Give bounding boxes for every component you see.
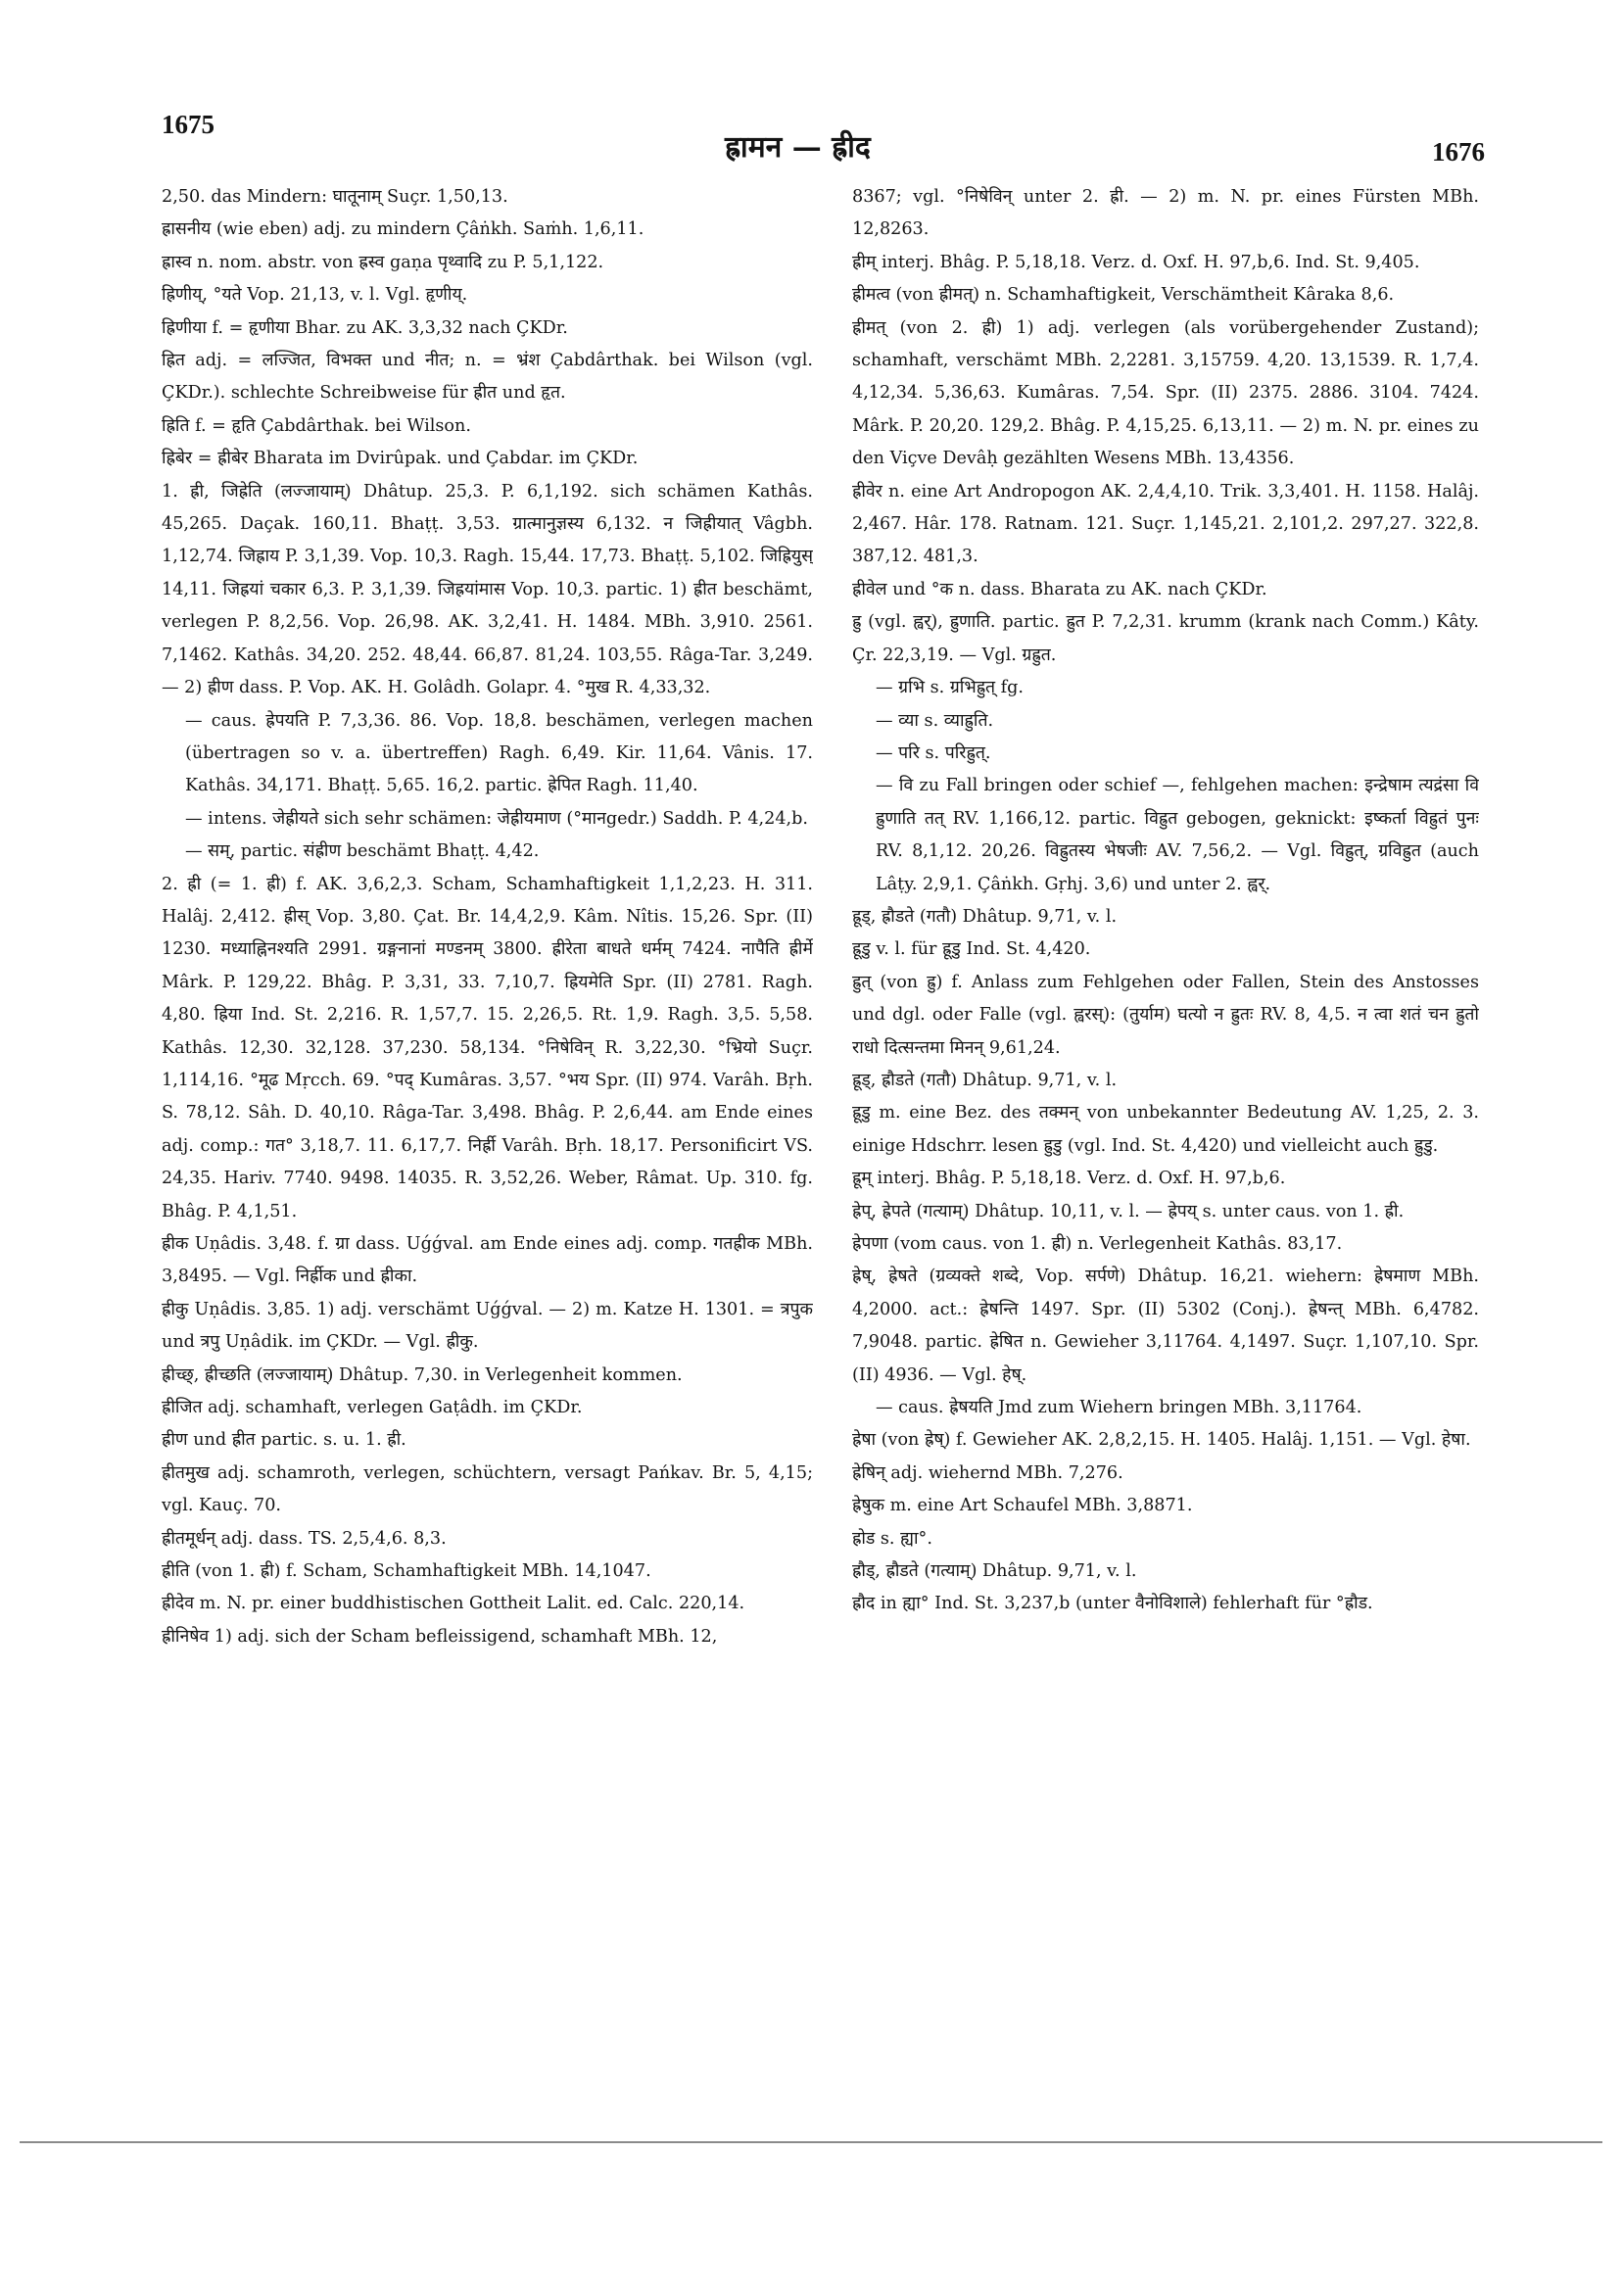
right-column bbox=[852, 181, 1479, 2042]
dictionary-entry: ह्रासनीय (wie eben) adj. zu mindern Çâṅkh. Saṁh. 1,6,11. bbox=[162, 219, 644, 240]
dictionary-entry: ह्रित adj. = लज्जित, विभक्त und नीत; n. = भ्रंश Çabdârthak. bei Wilson (vgl. ÇKDr.). schlechte Schreibweise für ह्रीत und हृत. bbox=[162, 351, 813, 404]
dictionary-entry: — परि s. परिह्रुत्. bbox=[876, 742, 991, 763]
dictionary-entry: ह्रौड्, ह्रौडते (गत्याम्) Dhâtup. 9,71, v. l. bbox=[852, 1561, 1137, 1582]
left-page-number: 1675 bbox=[162, 110, 215, 139]
dictionary-entry: 2. ह्री (= 1. ह्री) f. AK. 3,6,2,3. Scham, Schamhaftigkeit 1,1,2,23. H. 311. Halâj. 2,412. ह्रीस् Vop. 3,80. Çat. Br. 14,4,2,9. Kâm. Nîtis. 15,26. Spr. (II) 1230. मध्याह्निनश्यति 2991. ग्रङ्गनानां मण्डनम् 3800. ह्रीरेता बाधते धर्मम् 7424. नापैति ह्रीर्मे Mârk. P. 129,22. Bhâg. P. 3,31, 33. 7,10,7. ह्रियमेति Spr. (II) 2781. Ragh. 4,80. ह्रिया Ind. St. 2,216. R. 1,57,7. 15. 2,26,5. Rt. 1,9. Ragh. 3,5. 5,58. Kathâs. 12,30. 32,128. 37,230. 58,134. °निषेविन् R. 3,22,30. °भ्रियो Suçr. 1,114,16. °मूढ Mṛcch. 69. °पद् Kumâras. 3,57. °भय Spr. (II) 974. Varâh. Bṛh. S. 78,12. Sâh. D. 40,10. Râga-Tar. 3,498. Bhâg. P. 2,6,44. am Ende eines adj. comp.: गत° 3,18,7. 11. 6,17,7. निर्ह्री Varâh. Bṛh. 18,17. Personificirt VS. 24,35. Hariv. 7740. 9498. 14035. R. 3,52,26. Weber, Râmat. Up. 310. fg. Bhâg. P. 4,1,51. bbox=[162, 874, 813, 1221]
footer-rule bbox=[20, 2141, 1602, 2143]
dictionary-entry: ह्रिति f. = हृति Çabdârthak. bei Wilson. bbox=[162, 415, 471, 436]
dictionary-entry: — ग्रभि s. ग्रभिह्रुत् fg. bbox=[876, 678, 1025, 698]
dictionary-entry: — caus. ह्रेषयति Jmd zum Wiehern bringen MBh. 3,11764. bbox=[876, 1398, 1362, 1418]
dictionary-entry: ह्रोड s. ह्या°. bbox=[852, 1528, 932, 1549]
dictionary-entry: ह्रीदेव m. N. pr. einer buddhistischen Gottheit Lalit. ed. Calc. 220,14. bbox=[162, 1594, 745, 1614]
dictionary-entry: ह्रेषा (von ह्रेष्) f. Gewieher AK. 2,8,2,15. H. 1405. Halâj. 1,151. — Vgl. हेषा. bbox=[852, 1430, 1471, 1451]
dictionary-entry: ह्रिणीय्, °यते Vop. 21,13, v. l. Vgl. हृणीय्. bbox=[162, 285, 468, 306]
dictionary-entry: ह्रीण und ह्रीत partic. s. u. 1. ह्री. bbox=[162, 1430, 406, 1451]
dictionary-entry: 8367; vgl. °निषेविन् unter 2. ह्री. — 2) m. N. pr. eines Fürsten MBh. 12,8263. bbox=[852, 187, 1479, 240]
dictionary-entry: ह्रिबेर = ह्रीबेर Bharata im Dvirûpak. und Çabdar. im ÇKDr. bbox=[162, 449, 639, 469]
dictionary-entry: — intens. जेह्रीयते sich sehr schämen: जेह्रीयमाण (°मानgedr.) Saddh. P. 4,24,b. bbox=[185, 808, 808, 829]
dictionary-entry: ह्रीमत् (von 2. ह्री) 1) adj. verlegen (als vorübergehender Zustand); schamhaft, verschämt MBh. 2,2281. 3,15759. 4,20. 13,1539. R. 1,7,4. 4,12,34. 5,36,63. Kumâras. 7,54. Spr. (II) 2375. 2886. 3104. 7424. Mârk. P. 20,20. 129,2. Bhâg. P. 4,15,25. 6,13,11. — 2) m. N. pr. eines zu den Viçve Devâḥ gezählten Wesens MBh. 13,4356. bbox=[852, 317, 1479, 469]
dictionary-entry: ह्रेष्, ह्रेषते (ग्रव्यक्ते शब्दे, Vop. सर्पणे) Dhâtup. 16,21. wiehern: ह्रेषमाण MBh. 4,2000. act.: ह्रेषन्ति 1497. Spr. (II) 5302 (Conj.). ह्रेषन्त् MBh. 6,4782. 7,9048. partic. ह्रेषित n. Gewieher 3,11764. 4,1497. Suçr. 1,107,10. Spr. (II) 4936. — Vgl. हेष्. bbox=[852, 1267, 1479, 1385]
dictionary-entry: ह्रीनिषेव 1) adj. sich der Scham befleissigend, schamhaft MBh. 12, bbox=[162, 1626, 718, 1647]
dictionary-entry: ह्रीकु Uṇâdis. 3,85. 1) adj. verschämt Uǵǵval. — 2) m. Katze H. 1301. = त्रपुक und त्रपु Uṇâdik. im ÇKDr. — Vgl. ह्रीकु. bbox=[162, 1299, 813, 1353]
right-page-number: 1676 bbox=[1432, 137, 1485, 167]
dictionary-entry: ह्रीजित adj. schamhaft, verlegen Gaṭâdh. im ÇKDr. bbox=[162, 1398, 583, 1418]
dictionary-entry: ह्रेप्, ह्रेपते (गत्याम्) Dhâtup. 10,11, v. l. — ह्रेपय् s. unter caus. von 1. ह्री. bbox=[852, 1201, 1405, 1221]
dictionary-entry: ह्रुत् (von ह्रु) f. Anlass zum Fehlgehen oder Fallen, Stein des Anstosses und dgl. oder Falle (vgl. ह्वरस्): (तुर्याम) घत्यो न ह्रुतः RV. 8, 4,5. न त्वा शतं चन ह्रुतो राधो दित्सन्तमा मिनन् 9,61,24. bbox=[852, 972, 1479, 1058]
dictionary-entry: ह्रूडु v. l. für ह्रूडु Ind. St. 4,420. bbox=[852, 939, 1091, 960]
dictionary-entry: ह्रौद in ह्या° Ind. St. 3,237,b (unter वैनोविशाले) fehlerhaft für °ह्रौड. bbox=[852, 1594, 1373, 1614]
dictionary-entry: — वि zu Fall bringen oder schief —, fehlgehen machen: इन्द्रेषाम त्यद्रंसा वि ह्रुणाति तत् RV. 1,166,12. partic. विह्रुत gebogen, geknickt: इष्कर्ता विह्रुतं पुनः RV. 8,1,12. 20,26. विह्रुतस्य भेषजीः AV. 7,56,2. — Vgl. विह्रुत्, ग्रविह्रुत (auch Lâṭy. 2,9,1. Çâṅkh. Gṛhj. 3,6) und unter 2. ह्वर्. bbox=[876, 776, 1479, 894]
dictionary-entry: ह्रूड्, ह्रौडते (गतौ) Dhâtup. 9,71, v. l. bbox=[852, 906, 1118, 927]
dictionary-entry: ह्रीति (von 1. ह्री) f. Scham, Schamhaftigkeit MBh. 14,1047. bbox=[162, 1561, 651, 1582]
dictionary-entry: ह्रेषुक m. eine Art Schaufel MBh. 3,8871. bbox=[852, 1496, 1193, 1516]
dictionary-entry: ह्रीवेल und °क n. dass. Bharata zu AK. nach ÇKDr. bbox=[852, 579, 1267, 599]
left-column bbox=[162, 181, 813, 2042]
dictionary-entry: ह्रीतमूर्धन् adj. dass. TS. 2,5,4,6. 8,3. bbox=[162, 1528, 447, 1549]
dictionary-entry: — caus. ह्रेपयति P. 7,3,36. 86. Vop. 18,8. beschämen, verlegen machen (übertragen so v. a. übertreffen) Ragh. 6,49. Kir. 11,64. Vânis. 17. Kathâs. 34,171. Bhaṭṭ. 5,65. 16,2. partic. ह्रेपित Ragh. 11,40. bbox=[185, 710, 813, 796]
dictionary-entry: ह्रीम् interj. Bhâg. P. 5,18,18. Verz. d. Oxf. H. 97,b,6. Ind. St. 9,405. bbox=[852, 252, 1420, 272]
dictionary-entry: ह्रु (vgl. ह्वर्), ह्रुणाति. partic. ह्रुत P. 7,2,31. krumm (krank nach Comm.) Kâty. Çr. 22,3,19. — Vgl. ग्रह्रुत. bbox=[852, 612, 1479, 665]
dictionary-entry: ह्रास्व n. nom. abstr. von ह्रस्व gaṇa पृथ्वादि zu P. 5,1,122. bbox=[162, 252, 604, 272]
dictionary-entry: ह्रीमत्व (von ह्रीमत्) n. Schamhaftigkeit, Verschämtheit Kâraka 8,6. bbox=[852, 285, 1395, 306]
dictionary-entry: ह्रीक Uṇâdis. 3,48. f. ग्रा dass. Uǵǵval. am Ende eines adj. comp. गतह्रीक MBh. 3,8495. — Vgl. निर्ह्रीक und ह्रीका. bbox=[162, 1234, 813, 1287]
dictionary-entry: 2,50. das Mindern: घातूनाम् Suçr. 1,50,13. bbox=[162, 187, 508, 207]
dictionary-entry: ह्रूडु m. eine Bez. des तक्मन् von unbekannter Bedeutung AV. 1,25, 2. 3. einige Hdschrr. lesen ह्रुडु (vgl. Ind. St. 4,420) und vielleicht auch ह्रुडु. bbox=[852, 1103, 1479, 1156]
dictionary-entry: ह्रूड्, ह्रौडते (गतौ) Dhâtup. 9,71, v. l. bbox=[852, 1070, 1118, 1090]
dictionary-entry: ह्रेषिन् adj. wiehernd MBh. 7,276. bbox=[852, 1462, 1123, 1483]
dictionary-entry: ह्रीच्छ्, ह्रीच्छति (लज्जायाम्) Dhâtup. 7,30. in Verlegenheit kommen. bbox=[162, 1364, 683, 1385]
dictionary-entry: ह्रेपणा (vom caus. von 1. ह्री) n. Verlegenheit Kathâs. 83,17. bbox=[852, 1234, 1343, 1254]
dictionary-entry: — व्या s. व्याह्रुति. bbox=[876, 710, 994, 731]
dictionary-entry: — सम्, partic. संह्रीण beschämt Bhaṭṭ. 4,42. bbox=[185, 841, 540, 862]
running-header: ह्रामन — ह्रीद bbox=[725, 130, 871, 165]
dictionary-entry: ह्रिणीया f. = हृणीया Bhar. zu AK. 3,3,32 nach ÇKDr. bbox=[162, 317, 568, 338]
dictionary-entry: ह्रीवेर n. eine Art Andropogon AK. 2,4,4,10. Trik. 3,3,401. H. 1158. Halâj. 2,467. Hâr. 178. Ratnam. 121. Suçr. 1,145,21. 2,101,2. 297,27. 322,8. 387,12. 481,3. bbox=[852, 481, 1479, 567]
dictionary-entry: ह्रीतमुख adj. schamroth, verlegen, schüchtern, versagt Pańkav. Br. 5, 4,15; vgl. Kauç. 70. bbox=[162, 1462, 813, 1516]
dictionary-entry: ह्रूम् interj. Bhâg. P. 5,18,18. Verz. d. Oxf. H. 97,b,6. bbox=[852, 1169, 1286, 1189]
dictionary-entry: 1. ह्री, जिह्रेति (लज्जायाम्) Dhâtup. 25,3. P. 6,1,192. sich schämen Kathâs. 45,265. Daçak. 160,11. Bhaṭṭ. 3,53. ग्रात्मानुज्ञस्य 6,132. न जिह्रीयात् Vâgbh. 1,12,74. जिह्राय P. 3,1,39. Vop. 10,3. Ragh. 15,44. 17,73. Bhaṭṭ. 5,102. जिह्रियुस् 14,11. जिह्रयां चकार 6,3. P. 3,1,39. जिह्रयांमास Vop. 10,3. partic. 1) ह्रीत beschämt, verlegen P. 8,2,56. Vop. 26,98. AK. 3,2,41. H. 1484. MBh. 3,910. 2561. 7,1462. Kathâs. 34,20. 252. 48,44. 66,87. 81,24. 103,55. Râga-Tar. 3,249. — 2) ह्रीण dass. P. Vop. AK. H. Golâdh. Golapr. 4. °मुख R. 4,33,32. bbox=[162, 481, 813, 698]
